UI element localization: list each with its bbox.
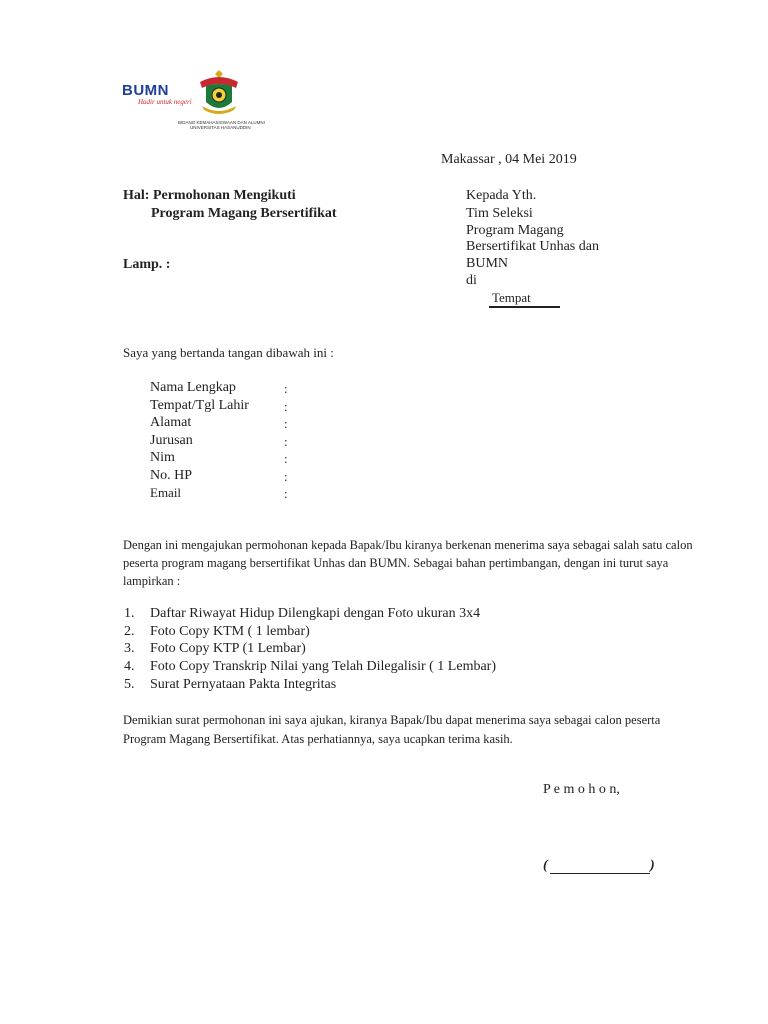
recipient-line: di: [466, 273, 477, 288]
field-colon: :: [284, 416, 288, 431]
list-item: Foto Copy KTM ( 1 lembar): [150, 624, 310, 639]
list-item: Surat Pernyataan Pakta Integritas: [150, 677, 337, 692]
signoff: P e m o h o n,: [543, 782, 620, 797]
logo-caption-university: UNIVERSITAS HASANUDDIN: [190, 125, 251, 130]
field-colon: :: [284, 486, 288, 501]
unhas-emblem-icon: [196, 68, 242, 118]
field-label: Jurusan: [150, 433, 193, 448]
list-item-number: 3.: [124, 641, 135, 656]
subject-line2: Program Magang Bersertifikat: [151, 206, 337, 221]
attachment-label: Lamp. :: [123, 257, 171, 272]
letterhead-logo: [122, 68, 265, 134]
logo-caption-faculty: BIDANG KEMAHASISWAAN DAN ALUMNI: [178, 120, 265, 125]
closing-paragraph: Demikian surat permohonan ini saya ajukan, kiranya Bapak/Ibu dapat menerima saya sebagai calon peserta Program Magang Bersertifikat. Atas perhatiannya, saya ucapkan terima kasih.: [123, 713, 661, 746]
request-paragraph: Dengan ini mengajukan permohonan kepada Bapak/Ibu kiranya berkenan menerima saya sebagai salah satu calon peserta program magang bersertifikat Unhas dan BUMN. Sebagai bahan pertimbangan, dengan ini turut saya lampirkan :: [123, 538, 693, 588]
signature-close-paren: ): [650, 858, 655, 873]
bumn-logo-text: BUMN: [122, 82, 169, 99]
field-colon: :: [284, 434, 288, 449]
field-label: Tempat/Tgl Lahir: [150, 398, 249, 413]
bumn-tagline: Hadir untuk negeri: [138, 98, 192, 106]
list-item-number: 5.: [124, 677, 135, 692]
signature-line: [550, 873, 650, 874]
list-item: Daftar Riwayat Hidup Dilengkapi dengan Foto ukuran 3x4: [150, 606, 481, 621]
recipient-line: BUMN: [466, 256, 509, 271]
list-item: Foto Copy KTP (1 Lembar): [150, 641, 306, 656]
field-label: Nim: [150, 450, 175, 465]
list-item-number: 4.: [124, 659, 135, 674]
recipient-place: Tempat: [492, 290, 531, 305]
list-item-number: 1.: [124, 606, 135, 621]
bumn-logo: [122, 82, 192, 106]
field-label: No. HP: [150, 468, 193, 483]
field-colon: :: [284, 399, 288, 414]
signature-open-paren: (: [543, 858, 548, 873]
intro-text: Saya yang bertanda tangan dibawah ini :: [123, 345, 334, 360]
field-colon: :: [284, 451, 288, 466]
field-colon: :: [284, 381, 288, 396]
field-colon: :: [284, 469, 288, 484]
list-item: Foto Copy Transkrip Nilai yang Telah Dilegalisir ( 1 Lembar): [150, 659, 496, 674]
recipient-line: Kepada Yth.: [466, 188, 537, 203]
recipient-line: Program Magang: [466, 223, 564, 238]
field-label: Email: [150, 485, 182, 500]
field-label: Alamat: [150, 415, 192, 430]
place-date: Makassar , 04 Mei 2019: [441, 152, 577, 167]
field-label: Nama Lengkap: [150, 380, 236, 395]
recipient-line: Bersertifikat Unhas dan: [466, 239, 599, 254]
place-underline: [489, 306, 560, 308]
recipient-line: Tim Seleksi: [466, 206, 533, 221]
subject-label: Hal: Permohonan Mengikuti: [123, 188, 296, 203]
list-item-number: 2.: [124, 624, 135, 639]
